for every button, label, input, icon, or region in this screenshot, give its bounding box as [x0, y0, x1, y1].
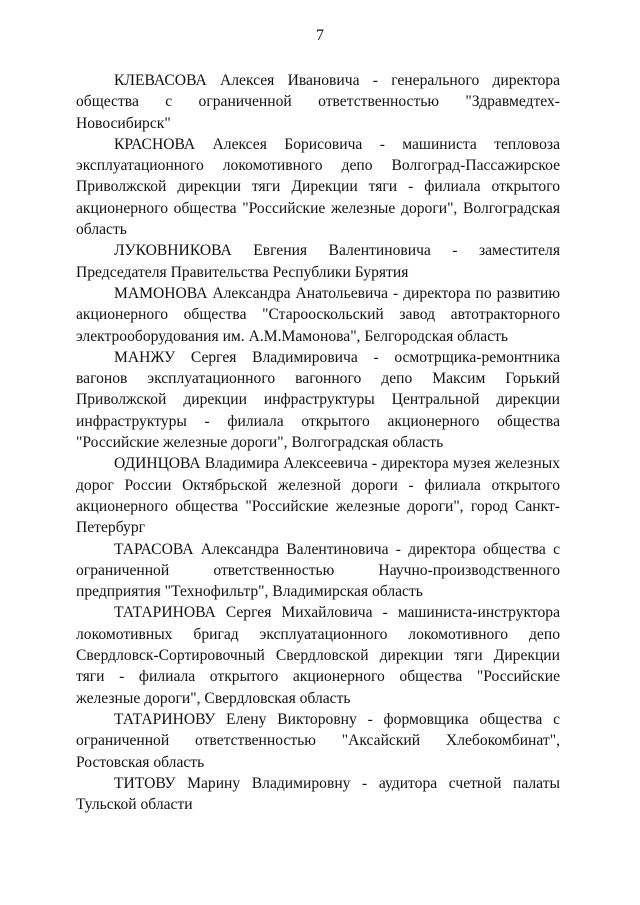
list-item: ЛУКОВНИКОВА Евгения Валентиновича - заместителя Председателя Правительства Республики Бурятия: [76, 242, 560, 281]
list-item: ОДИНЦОВА Владимира Алексеевича - директора музея железных дорог России Октябрьской железной дороги - филиала открытого акционерного общества "Российские железные дороги", город Санкт-Петербург: [76, 455, 560, 537]
list-item: КРАСНОВА Алексея Борисовича - машиниста тепловоза эксплуатационного локомотивного депо Волгоград-Пассажирское Приволжской дирекции тяги Дирекции тяги - филиала открытого акционерного общества "Российские железные дороги", Волгоградская область: [76, 135, 560, 239]
list-item: ТАТАРИНОВА Сергея Михайловича - машиниста-инструктора локомотивных бригад эксплуатационного локомотивного депо Свердловск-Сортировочный Свердловской дирекции тяги Дирекции тяги - филиала открытого акционерного общества "Российские железные дороги", Свердловская область: [76, 604, 560, 707]
list-item: ТАТАРИНОВУ Елену Викторовну - формовщика общества с ограниченной ответственностью "Аксайский Хлебокомбинат", Ростовская область: [76, 710, 560, 771]
list-item: МАНЖУ Сергея Владимировича - осмотрщика-ремонтника вагонов эксплуатационного вагонного депо Максим Горький Приволжской дирекции инфраструктуры Центральной дирекции инфраструктуры - филиала открытого акционерного общества "Российские железные дороги", Волгоградская область: [76, 348, 560, 452]
list-item: ТИТОВУ Марину Владимировну - аудитора счетной палаты Тульской области: [76, 774, 560, 814]
award-list: [76, 70, 560, 815]
list-item: ТАРАСОВА Александра Валентиновича - директора общества с ограниченной ответственностью Научно-производственного предприятия "Технофильтр", Владимирская область: [76, 540, 560, 601]
page-number: 7: [316, 27, 324, 44]
list-item: КЛЕВАСОВА Алексея Ивановича - генерального директора общества с ограниченной ответственностью "Здравмедтех-Новосибирск": [76, 72, 560, 132]
list-item: МАМОНОВА Александра Анатольевича - директора по развитию акционерного общества "Старооскольский завод автотракторного электрооборудования им. А.М.Мамонова", Белгородская область: [76, 284, 560, 345]
